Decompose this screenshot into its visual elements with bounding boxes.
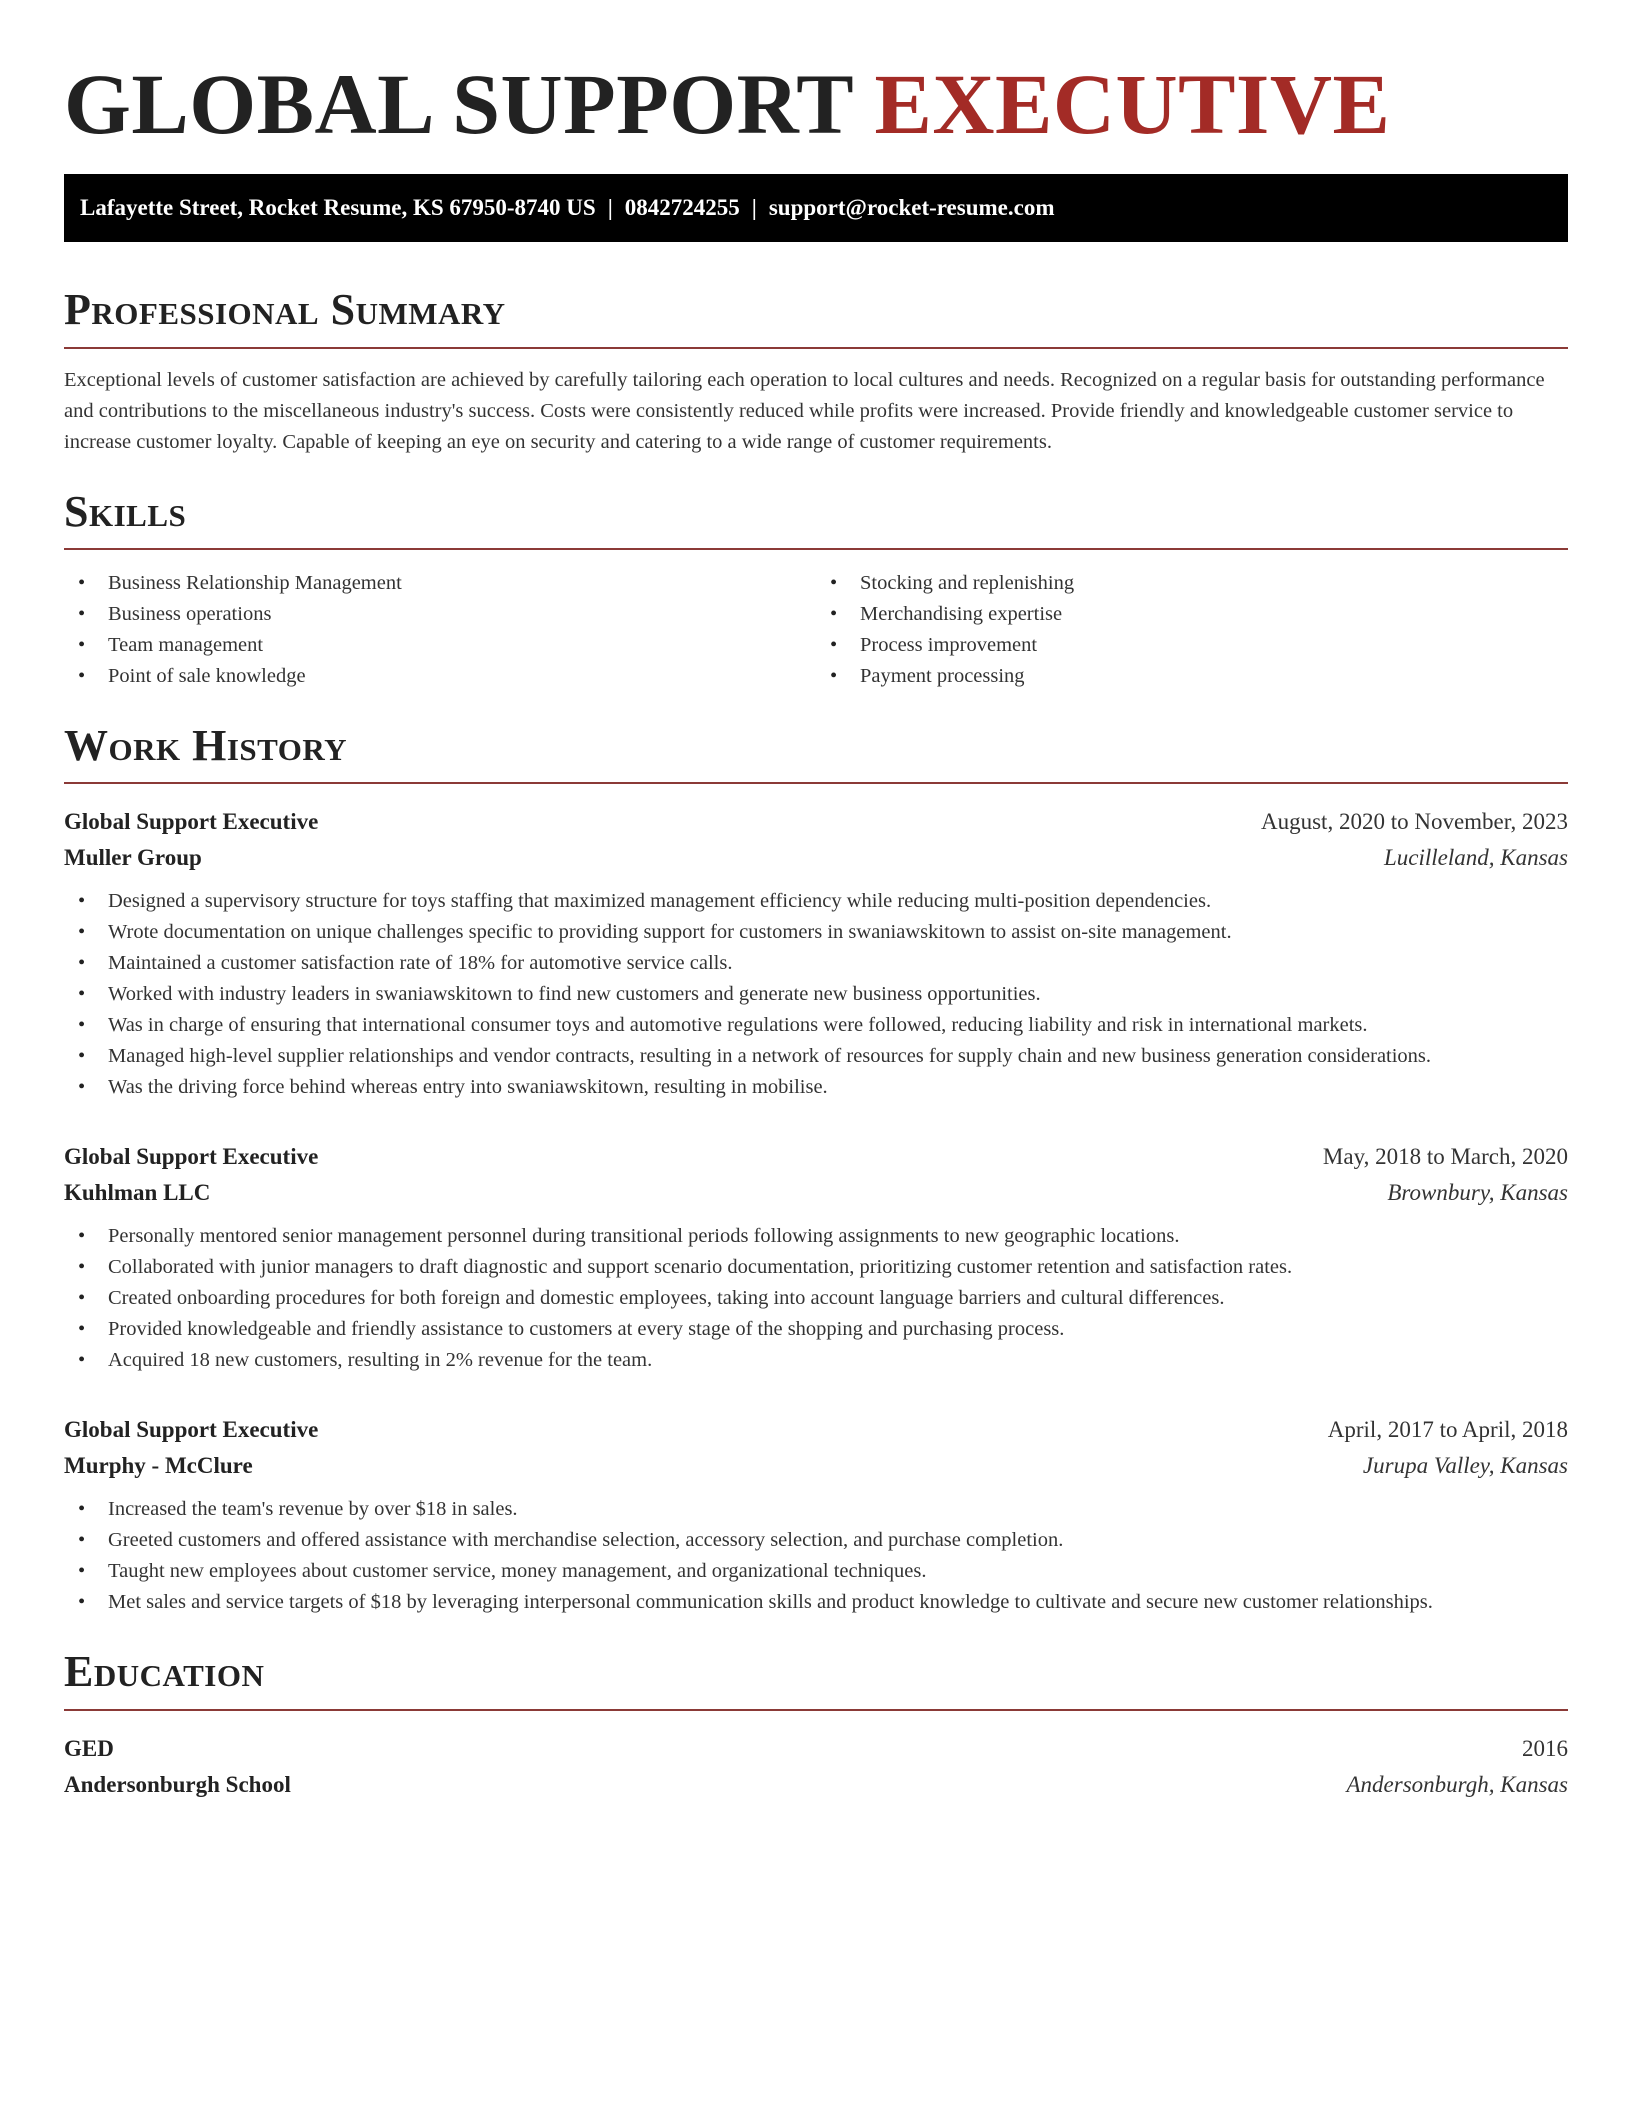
job-company-row bbox=[64, 1175, 1568, 1211]
skills-section bbox=[64, 488, 1568, 692]
job-bullets bbox=[64, 886, 1568, 1103]
education-header-row bbox=[64, 1731, 1568, 1767]
job-entry bbox=[64, 1139, 1568, 1376]
education-entry bbox=[64, 1731, 1568, 1803]
job-location: Lucilleland, Kansas bbox=[1383, 845, 1568, 871]
job-bullet: • Worked with industry leaders in swaniawskitown to find new customers and generate new business opportunities. bbox=[64, 979, 1568, 1010]
skills-list-right bbox=[816, 568, 1568, 692]
education-degree: GED bbox=[64, 1735, 114, 1761]
skills-list-left bbox=[64, 568, 816, 692]
skill-item: • Merchandising expertise bbox=[816, 599, 1568, 630]
education-school: Andersonburgh School bbox=[64, 1771, 291, 1797]
skill-item: • Payment processing bbox=[816, 661, 1568, 692]
job-bullet: • Increased the team's revenue by over $18 in sales. bbox=[64, 1494, 1568, 1525]
job-title: Global Support Executive bbox=[64, 1144, 319, 1170]
job-bullet: • Taught new employees about customer service, money management, and organizational techniques. bbox=[64, 1556, 1568, 1587]
summary-section bbox=[64, 286, 1568, 457]
contact-separator: | bbox=[751, 195, 757, 221]
skill-item: • Point of sale knowledge bbox=[64, 661, 816, 692]
job-company-row bbox=[64, 1448, 1568, 1484]
education-school-row bbox=[64, 1767, 1568, 1803]
job-bullet: • Was in charge of ensuring that international consumer toys and automotive regulations were followed, reducing liability and risk in international markets. bbox=[64, 1010, 1568, 1041]
job-header-row bbox=[64, 1139, 1568, 1175]
skills-grid bbox=[64, 568, 1568, 692]
job-entry bbox=[64, 1412, 1568, 1618]
job-company: Murphy - McClure bbox=[64, 1453, 253, 1479]
job-company: Kuhlman LLC bbox=[64, 1180, 211, 1206]
job-bullet: • Designed a supervisory structure for toys staffing that maximized management efficiency while reducing multi-position dependencies. bbox=[64, 886, 1568, 917]
education-location: Andersonburgh, Kansas bbox=[1346, 1771, 1568, 1797]
job-title: Global Support Executive bbox=[64, 1417, 319, 1443]
job-bullet: • Met sales and service targets of $18 by leveraging interpersonal communication skills and product knowledge to cultivate and secure new customer relationships. bbox=[64, 1587, 1568, 1618]
job-bullet: • Created onboarding procedures for both foreign and domestic employees, taking into account language barriers and cultural differences. bbox=[64, 1283, 1568, 1314]
education-year: 2016 bbox=[1522, 1735, 1568, 1761]
job-bullet: • Personally mentored senior management personnel during transitional periods following assignments to new geographic locations. bbox=[64, 1221, 1568, 1252]
job-bullet: • Greeted customers and offered assistance with merchandise selection, accessory selection, and purchase completion. bbox=[64, 1525, 1568, 1556]
contact-bar bbox=[64, 174, 1568, 242]
job-entry bbox=[64, 804, 1568, 1103]
summary-heading: Professional Summary bbox=[64, 286, 1568, 348]
job-bullet: • Was the driving force behind whereas entry into swaniawskitown, resulting in mobilise. bbox=[64, 1072, 1568, 1103]
candidate-name bbox=[64, 0, 1568, 152]
job-bullet: • Acquired 18 new customers, resulting in 2% revenue for the team. bbox=[64, 1345, 1568, 1376]
work-history-heading: Work History bbox=[64, 722, 1568, 784]
contact-email: support@rocket-resume.com bbox=[768, 195, 1055, 221]
job-title: Global Support Executive bbox=[64, 809, 319, 835]
job-bullet: • Provided knowledgeable and friendly assistance to customers at every stage of the shopping and purchasing process. bbox=[64, 1314, 1568, 1345]
job-dates: August, 2020 to November, 2023 bbox=[1261, 809, 1568, 835]
job-location: Brownbury, Kansas bbox=[1387, 1180, 1568, 1206]
job-bullet: • Maintained a customer satisfaction rate of 18% for automotive service calls. bbox=[64, 948, 1568, 979]
name-last: EXECUTIVE bbox=[874, 56, 1391, 152]
job-dates: May, 2018 to March, 2020 bbox=[1322, 1144, 1568, 1170]
skill-item: • Business operations bbox=[64, 599, 816, 630]
summary-text: Exceptional levels of customer satisfaction are achieved by carefully tailoring each operation to local cultures and needs. Recognized on a regular basis for outstanding performance and contributions to the miscellaneous industry's success. Costs were consistently reduced while profits were increased. Provide friendly and knowledgeable customer service to increase customer loyalty. Capable of keeping an eye on security and catering to a wide range of customer requirements. bbox=[64, 368, 1545, 453]
skill-item: • Team management bbox=[64, 630, 816, 661]
job-bullet: • Collaborated with junior managers to draft diagnostic and support scenario documentation, prioritizing customer retention and satisfaction rates. bbox=[64, 1252, 1568, 1283]
name-first: GLOBAL SUPPORT bbox=[64, 56, 853, 152]
contact-address: Lafayette Street, Rocket Resume, KS 67950-8740 US bbox=[80, 195, 596, 221]
education-section bbox=[64, 1648, 1568, 1802]
job-bullet: • Wrote documentation on unique challenges specific to providing support for customers in swaniawskitown to assist on-site management. bbox=[64, 917, 1568, 948]
job-dates: April, 2017 to April, 2018 bbox=[1327, 1417, 1568, 1443]
education-heading: Education bbox=[64, 1648, 1568, 1710]
job-bullets bbox=[64, 1221, 1568, 1376]
contact-separator: | bbox=[607, 195, 613, 221]
skill-item: • Process improvement bbox=[816, 630, 1568, 661]
work-history-section bbox=[64, 722, 1568, 1618]
skill-item: • Stocking and replenishing bbox=[816, 568, 1568, 599]
job-company-row bbox=[64, 840, 1568, 876]
skill-item: • Business Relationship Management bbox=[64, 568, 816, 599]
job-header-row bbox=[64, 804, 1568, 840]
job-location: Jurupa Valley, Kansas bbox=[1362, 1453, 1568, 1479]
job-header-row bbox=[64, 1412, 1568, 1448]
job-bullets bbox=[64, 1494, 1568, 1618]
job-bullet: • Managed high-level supplier relationships and vendor contracts, resulting in a network of resources for supply chain and new business generation considerations. bbox=[64, 1041, 1568, 1072]
job-company: Muller Group bbox=[64, 845, 202, 871]
contact-phone: 0842724255 bbox=[624, 195, 740, 221]
skills-heading: Skills bbox=[64, 488, 1568, 550]
